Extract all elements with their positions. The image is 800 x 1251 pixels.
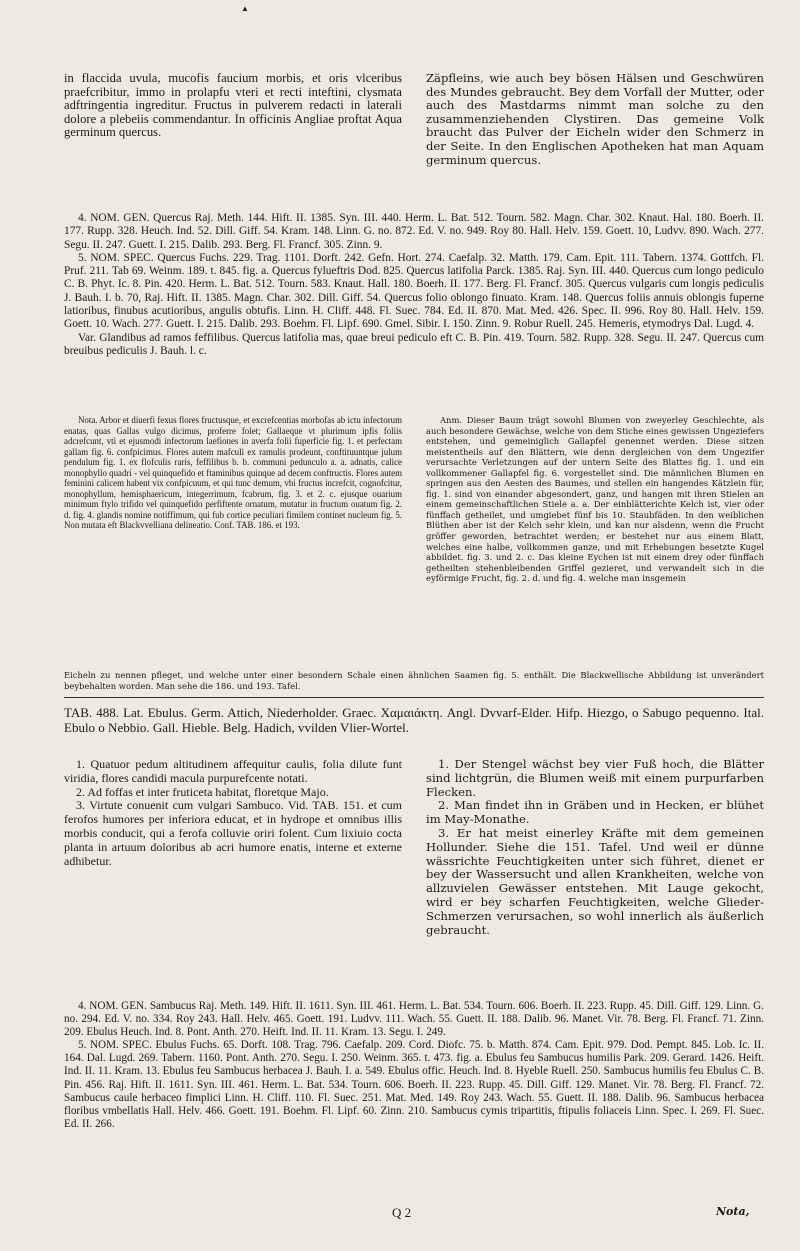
notes-latin-column [64,415,402,584]
ebulus-latin-2: 2. Ad foffas et inter fruticeta habitat, floretque Majo. [76,784,329,799]
quercus-nom-spec: 5. NOM. SPEC. Quercus Fuchs. 229. Trag. 1101. Dorft. 242. Gefn. Hort. 274. Caefalp. 32. Matth. 179. Cam. Epit. 111. Tabern. 1374. Gottfch. Fl. Pruf. 211. Tab 69. Weinm. 189. t. 845. fig. a. Quercus fylueftris Dod. 825. Quercus latifolia Parck. 1385. Raj. Syn. III. 440. Quercus cum longo pediculo C. B. Phyt. Ic. 8. Pin. 420. Herm. L. Bat. 512. Tourn. 583. Knaut. Hall. 180. Boerh. II. 177. Berg. Fl. Francf. 305. Quercus vulgaris cum longis pediculis J. Bauh. I. b. 70, Raj. Hift. II. 1385. Magn. Char. 302. Dill. Giff. 54. Quercus folio oblongo finuato. Kram. 148. Quercus foliis annuis oblongis fuperne latioribus, finubus acutioribus, angulis obtufis. Linn. H. Cliff. 448. Fl. Suec. 784. Ed. II. 870. Mat. Med. 426. Spec. II. 996. Roy 80. Hall. Helv. 159. Goett. 10. Wach. 277. Guett. I. 215. Dalib. 293. Boehm. Fl. Lipf. 690. Gmel. Sibir. I. 150. Zinn. 9. Robur Ruell. 245. Hemeris, etymodrys Dal. Lugd. 4. [64,251,764,331]
intro-latin-column [64,72,402,167]
catchword: Nota, [716,1205,750,1218]
ebulus-german-column [426,758,764,937]
ebulus-synonyms [64,1000,764,1131]
intro-latin-text: in flaccida uvula, mucofis faucium morbis, et oris vlceribus praefcribitur, immo in prolapfu vteri et recti inteftini, clysmata adftringentia ingreditur. Fructus in pulverem redacti in laterali dolore a plebeiis commendantur. In officinis Angliae proftat Aqua germinum quercus. [64,71,402,140]
notes-german-column [426,415,764,584]
notes-latin-text: Nota. Arbor et diuerfi fexus flores fructusque, et excrefcentias morbofas ab ictu infectorum enatas, quas Gallas vulgo dicimus, proferre folet; Gallaeque vt plurimum ipfis foliis adcrefcunt, vti et ejusmodi infectorum laefiones in averfa folii fuperficie fig. 1. et perfectam gallam fig. 6. confpicimus. Flores autem mafculi ex ramulis prodeunt, conftituuntque julum pendulum fig. 1. ex flofculis raris, feffilibus b. b. communi pedunculo a. a. adnatis, calice monophyllo quadri - vel quinquefido et ftaminibus quinque ad decem conftructis. Flores autem feminini calicem habent vix confpicuum, et qui tunc demum, vbi fructus increfcit, cognofcitur, monophyllum, hemisphaericum, integerrimum, fcabrum, fig. 3. et 2. c. ejusque ouarium minimum ftylo trifido vel quinquefido perfiftente ornatum, mutatur in fructum ouatum fig. 2. d. fig. 4. glandis nomine notiffimum, qui fub cortice peculiari fimilem continet nucleum fig. 5. Non mutata eft Blackvvelliana delineatio. Conf. TAB. 186. et 193. [64,415,402,531]
section-rule [64,697,764,698]
intro-columns [64,72,764,167]
signature-mark: Q 2 [392,1205,412,1220]
ebulus-german-1: 1. Der Stengel wächst bey vier Fuß hoch, die Blätter sind lichtgrün, die Blumen weiß mit einem purpurfarben Flecken. [426,757,764,799]
intro-german-text: Zäpfleins, wie auch bey bösen Hälsen und Geschwüren des Mundes gebraucht. Bey dem Vorfall der Mutter, oder auch des Mastdarms nimmt man solche zu den zusammenziehenden Clystiren. Das gemeine Volk braucht das Pulver der Eicheln wider den Schmerz in der Seite. In den Englischen Apotheken hat man Aquam germinum quercus. [426,71,764,167]
top-mark: ▲ [241,4,249,13]
notes-columns [64,415,764,584]
ebulus-nom-spec: 5. NOM. SPEC. Ebulus Fuchs. 65. Dorft. 108. Trag. 796. Caefalp. 209. Cord. Diofc. 75. b. Matth. 874. Cam. Epit. 979. Dod. Pempt. 845. Lob. Ic. II. 164. Dal. Lugd. 269. Tabern. 1160. Pont. Anth. 270. Segu. I. 250. Weinm. 365. t. 473. fig. a. Ebulus feu Sambucus humilis Park. 209. Gerard. 1426. Heift. Ind. II. 11. Kram. 13. Ebulus feu Sambucus herbacea J. Bauh. I. a. 549. Ebulus offic. Heuch. Ind. 8. Hyeble Ruell. 250. Sambucus humilis feu Ebulus C. B. Pin. 456. Raj. Hift. II. 1611. Syn. III. 461. Herm. L. Bat. 534. Tourn. 606. Boerh. II. 223. Rupp. 45. Dill. Giff. 129. Manet. Vir. 78. Berg. Fl. Francf. 72. Sambucus caule herbaceo fimplici Linn. H. Cliff. 110. Fl. Suec. 251. Mat. Med. 149. Roy 243. Wach. 55. Guett. II. 188. Dalib. 96. Sambucus herbacea floribus vmbellatis Hall. Helv. 466. Goett. 191. Boehm. Fl. Lipf. 60. Zinn. 210. Sambucus cymis tripartitis, ftipulis foliaceis Linn. Spec. I. 269. Fl. Suec. Ed. II. 266. [64,1039,764,1130]
ebulus-latin-column [64,758,402,937]
ebulus-latin-3: 3. Virtute conuenit cum vulgari Sambuco. Vid. TAB. 151. et cum ferofos humores per inferiora educat, et in hydrope et omnibus illis morbis conducit, qui a ferofa colluvie oriri folent. Cum lixiuio cocta planta in artuum doloribus ab acri humore enatis, interne et externe adhibetur. [64,798,402,868]
ebulus-german-2: 2. Man findet ihn in Gräben und in Hecken, er blühet im May-Monathe. [426,798,764,827]
quercus-nom-gen: 4. NOM. GEN. Quercus Raj. Meth. 144. Hift. II. 1385. Syn. III. 440. Herm. L. Bat. 512. Tourn. 582. Magn. Char. 302. Knaut. Hal. 180. Boerh. II. 177. Rupp. 328. Heuch. Ind. 52. Dill. Giff. 54. Kram. 148. Linn. G. no. 872. Ed. V. no. 949. Roy 80. Hall. Helv. 159. Goett. 10, Ludvv. 890. Wach. 277. Segu. II. 247. Guett. I. 215. Dalib. 293. Berg. Fl. Francf. 305. Zinn. 9. [64,212,764,251]
ebulus-german-3: 3. Er hat meist einerley Kräfte mit dem gemeinen Hollunder. Siehe die 151. Tafel. Und weil er dünne wässrichte Feuchtigkeiten unter sich führet, dienet er bey der Wassersucht und allen Krankheiten, welche von allzuvielen Gewässer entstehen. Mit Lauge gekocht, wird er bey scharfen Feuchtigkeiten, welche Glieder-Schmerzen verursachen, so wohl innerlich als äußerlich gebraucht. [426,825,764,937]
notes-footnote: Eicheln zu nennen pfleget, und welche unter einer besondern Schale einen ähnlichen Saamen fig. 5. enthält. Die Blackwellische Abbildung ist unverändert beybehalten worden. Man sehe die 186. und 193. Tafel. [64,670,764,691]
ebulus-latin-1: 1. Quatuor pedum altitudinem affequitur caulis, folia dilute funt viridia, flores candidi macula purpurefcente notati. [64,757,402,785]
tab-heading-text: TAB. 488. Lat. Ebulus. Germ. Attich, Niederholder. Graec. Χαμαιάκτη. Angl. Dvvarf-Elder. Hifp. Hiezgo, o Sabugo pequenno. Ital. Ebulo o Nebbio. Gall. Hieble. Belg. Hadich, vvilden Vlier-Wortel. [64,705,764,735]
quercus-synonyms [64,212,764,358]
quercus-variety: Var. Glandibus ad ramos feffilibus. Quercus latifolia mas, quae breui pediculo eft C. B. Pin. 419. Tourn. 582. Rupp. 328. Segu. II. 247. Quercus cum breuibus pediculis J. Bauh. l. c. [64,331,764,357]
ebulus-columns [64,758,764,937]
notes-german-text: Anm. Dieser Baum trägt sowohl Blumen von zweyerley Geschlechte, als auch besondere Gewächse, welche von dem Stiche eines gewissen Ungeziefers entstehen, und gemeiniglich Gallapfel genennet werden. Diese sitzen meistentheils auf den Blättern, wie denn dergleichen von dem Ungezifer verursachte Verletzungen auf der untern Seite des Blattes fig. 1. und ein vollkommener Gallapfel fig. 6. vorgestellet sind. Die männlichen Blumen en springen aus den Aesten des Baumes, und stellen ein hangendes Kätzlein für, fig. 1. sind von einander abgesondert, ganz, und hangen mit ihren Stielen an einem gemeinschaftlichen Stiele a. a. Der einblätterichte Kelch ist, vier oder fünffach getheilet, und umgiebet fünf bis 10. Staubfäden. In den weiblichen Blüthen aber ist der Kelch sehr klein, und kan nur alsdenn, wenn die Frucht gröffer geworden, betrachtet werden; er bestehet nur aus einem Blatt, welches eine halbe, vollkommen ganze, und mit Erhebungen besetzte Kugel abbildet. fig. 3. und 2. c. Das kleine Eychen ist mit einem drey oder fünffach getheilten stehenbleibenden Griffel gezieret, und verwandelt sich in die eyförmige Frucht, fig. 2. d. und fig. 4. welche man insgemein [426,415,764,584]
intro-german-column [426,72,764,167]
ebulus-nom-gen: 4. NOM. GEN. Sambucus Raj. Meth. 149. Hift. II. 1611. Syn. III. 461. Herm. L. Bat. 534. Tourn. 606. Boerh. II. 223. Rupp. 45. Dill. Giff. 129. Linn. G. no. 294. Ed. V. no. 334. Roy 243. Hall. Helv. 465. Goett. 191. Ludvv. 111. Wach. 55. Guett. II. 188. Dalib. 96. Manet. Vir. 78. Berg. Fl. Francf. 71. Zinn. 209. Ebulus Heuch. Ind. 8. Pont. Anth. 270. Heift. Ind. II. 11. Kram. 13. Segu. I. 249. [64,1000,764,1039]
tab-heading [64,705,764,735]
